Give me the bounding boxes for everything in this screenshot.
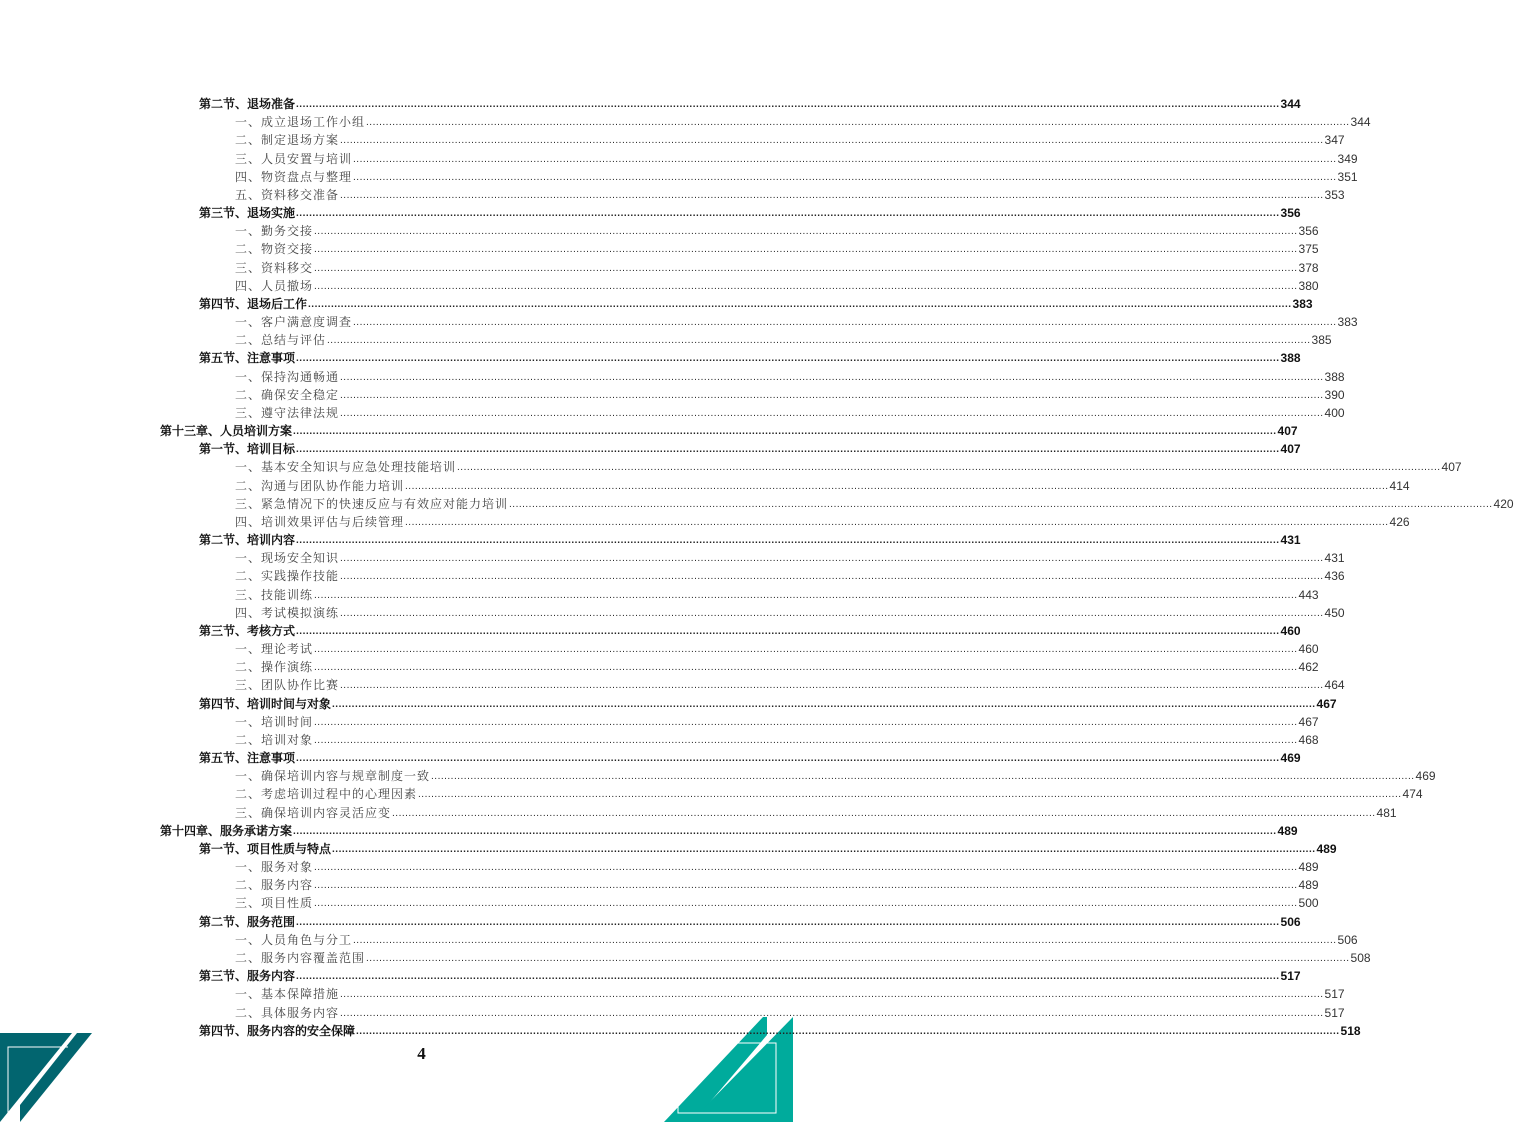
toc-label: 第五节、注意事项 — [199, 351, 296, 366]
toc-item[interactable] — [235, 404, 1345, 422]
toc-item[interactable] — [235, 713, 1319, 731]
toc-section[interactable] — [199, 95, 1301, 113]
toc-label: 第一节、培训目标 — [199, 442, 296, 457]
dot-leader: ............................................................................................................................................................................................................................................................................................................ — [353, 171, 1337, 183]
toc-label: 四、人员撤场 — [235, 278, 314, 293]
toc-section[interactable] — [199, 1022, 1361, 1040]
toc-item[interactable] — [235, 586, 1319, 604]
toc-page-number: 474 — [1402, 787, 1423, 802]
toc-page-number: 489 — [1298, 860, 1319, 875]
toc-label: 三、人员安置与培训 — [235, 151, 353, 166]
toc-page-number: 467 — [1316, 696, 1337, 711]
dot-leader: ............................................................................................................................................................................................................................................................................................................ — [340, 135, 1324, 147]
dot-leader: ............................................................................................................................................................................................................................................................................................................ — [296, 916, 1280, 928]
toc-page-number: 414 — [1389, 478, 1410, 493]
dot-leader: ............................................................................................................................................................................................................................................................................................................ — [296, 208, 1280, 220]
toc-page-number: 489 — [1316, 841, 1337, 856]
toc-label: 第二节、培训内容 — [199, 533, 296, 548]
dot-leader: ............................................................................................................................................................................................................................................................................................................ — [327, 335, 1311, 347]
toc-label: 三、遵守法律法规 — [235, 405, 340, 420]
toc-item[interactable] — [235, 150, 1358, 168]
dot-leader: ............................................................................................................................................................................................................................................................................................................ — [296, 971, 1280, 983]
dot-leader: ............................................................................................................................................................................................................................................................................................................ — [366, 117, 1350, 129]
toc-label: 第四节、培训时间与对象 — [199, 696, 332, 711]
dot-leader: ............................................................................................................................................................................................................................................................................................................ — [418, 789, 1402, 801]
toc-item[interactable] — [235, 386, 1345, 404]
toc-item[interactable] — [235, 804, 1397, 822]
toc-page-number: 353 — [1324, 187, 1345, 202]
toc-page-number: 388 — [1324, 369, 1345, 384]
toc-item[interactable] — [235, 513, 1410, 531]
dot-leader: ............................................................................................................................................................................................................................................................................................................ — [314, 226, 1298, 238]
toc-page-number: 356 — [1298, 224, 1319, 239]
toc-item[interactable] — [235, 676, 1345, 694]
dot-leader: ............................................................................................................................................................................................................................................................................................................ — [340, 189, 1324, 201]
toc-label: 第十三章、人员培训方案 — [160, 424, 293, 439]
toc-item[interactable] — [235, 876, 1319, 894]
toc-page-number: 489 — [1298, 878, 1319, 893]
toc-page-number: 468 — [1298, 732, 1319, 747]
toc-page-number: 517 — [1324, 987, 1345, 1002]
toc-page-number: 450 — [1324, 605, 1345, 620]
dot-leader: ............................................................................................................................................................................................................................................................................................................ — [332, 698, 1316, 710]
toc-label: 二、确保安全稳定 — [235, 387, 340, 402]
toc-label: 三、确保培训内容灵活应变 — [235, 805, 392, 820]
toc-page-number: 407 — [1280, 442, 1301, 457]
toc-label: 二、总结与评估 — [235, 333, 327, 348]
dot-leader: ............................................................................................................................................................................................................................................................................................................ — [340, 680, 1324, 692]
dot-leader: ............................................................................................................................................................................................................................................................................................................ — [353, 153, 1337, 165]
toc-label: 一、成立退场工作小组 — [235, 115, 366, 130]
toc-item[interactable] — [235, 168, 1358, 186]
toc-item[interactable] — [235, 331, 1332, 349]
toc-page-number: 518 — [1340, 1023, 1361, 1038]
dot-leader: ............................................................................................................................................................................................................................................................................................................ — [314, 589, 1298, 601]
toc-page-number: 356 — [1280, 206, 1301, 221]
toc-label: 一、培训时间 — [235, 714, 314, 729]
toc-page-number: 390 — [1324, 387, 1345, 402]
toc-item[interactable] — [235, 658, 1319, 676]
toc-section[interactable] — [199, 967, 1301, 985]
toc-page-number: 517 — [1280, 969, 1301, 984]
toc-page-number: 400 — [1324, 405, 1345, 420]
toc-item[interactable] — [235, 931, 1358, 949]
toc-page-number: 407 — [1441, 460, 1462, 475]
toc-section[interactable] — [199, 204, 1301, 222]
toc-label: 一、理论考试 — [235, 642, 314, 657]
toc-section[interactable] — [199, 913, 1301, 931]
dot-leader: ............................................................................................................................................................................................................................................................................................................ — [296, 753, 1280, 765]
toc-item[interactable] — [235, 222, 1319, 240]
dot-leader: ............................................................................................................................................................................................................................................................................................................ — [314, 280, 1298, 292]
toc-label: 三、资料移交 — [235, 260, 314, 275]
toc-label: 二、具体服务内容 — [235, 1005, 340, 1020]
dot-leader: ............................................................................................................................................................................................................................................................................................................ — [353, 934, 1337, 946]
toc-page-number: 378 — [1298, 260, 1319, 275]
toc-page-number: 349 — [1337, 151, 1358, 166]
toc-label: 一、客户满意度调查 — [235, 315, 353, 330]
dot-leader: ............................................................................................................................................................................................................................................................................................................ — [296, 444, 1280, 456]
dot-leader: ............................................................................................................................................................................................................................................................................................................ — [296, 353, 1280, 365]
dot-leader: ............................................................................................................................................................................................................................................................................................................ — [296, 99, 1280, 110]
toc-label: 一、现场安全知识 — [235, 551, 340, 566]
toc-page-number: 344 — [1350, 115, 1371, 130]
toc-label: 第四节、退场后工作 — [199, 296, 308, 311]
toc-label: 二、考虑培训过程中的心理因素 — [235, 787, 418, 802]
dot-leader: ............................................................................................................................................................................................................................................................................................................ — [340, 407, 1324, 419]
toc-item[interactable] — [235, 604, 1345, 622]
toc-item[interactable] — [235, 858, 1319, 876]
dot-leader: ............................................................................................................................................................................................................................................................................................................ — [340, 1007, 1324, 1019]
toc-page-number: 462 — [1298, 660, 1319, 675]
dot-leader: ............................................................................................................................................................................................................................................................................................................ — [340, 371, 1324, 383]
dot-leader: ............................................................................................................................................................................................................................................................................................................ — [353, 317, 1337, 329]
toc-page-number: 500 — [1298, 896, 1319, 911]
dot-leader: ............................................................................................................................................................................................................................................................................................................ — [314, 662, 1298, 674]
toc-page-number: 436 — [1324, 569, 1345, 584]
toc-label: 四、考试模拟演练 — [235, 605, 340, 620]
dot-leader: ............................................................................................................................................................................................................................................................................................................ — [457, 462, 1441, 474]
toc-item[interactable] — [235, 368, 1345, 386]
toc-section[interactable] — [199, 531, 1301, 549]
toc-page-number: 431 — [1280, 533, 1301, 548]
dot-leader: ............................................................................................................................................................................................................................................................................................................ — [314, 734, 1298, 746]
toc-label: 五、资料移交准备 — [235, 187, 340, 202]
toc-item[interactable] — [235, 458, 1462, 476]
toc-label: 第二节、退场准备 — [199, 97, 296, 111]
toc-page-number: 383 — [1292, 296, 1313, 311]
toc-page-number: 489 — [1277, 823, 1298, 838]
toc-page-number: 469 — [1280, 751, 1301, 766]
toc-label: 二、沟通与团队协作能力培训 — [235, 478, 405, 493]
toc-page-number: 431 — [1324, 551, 1345, 566]
toc-label: 一、人员角色与分工 — [235, 932, 353, 947]
toc-item[interactable] — [235, 113, 1371, 131]
toc-item[interactable] — [235, 313, 1358, 331]
dot-leader: ............................................................................................................................................................................................................................................................................................................ — [332, 843, 1316, 855]
toc-label: 第三节、退场实施 — [199, 206, 296, 221]
toc-section[interactable] — [199, 840, 1337, 858]
toc-chapter[interactable] — [160, 822, 1298, 840]
dot-leader: ............................................................................................................................................................................................................................................................................................................ — [405, 480, 1389, 492]
dot-leader: ............................................................................................................................................................................................................................................................................................................ — [340, 389, 1324, 401]
toc-page-number: 347 — [1324, 133, 1345, 148]
toc-item[interactable] — [235, 131, 1345, 149]
toc-page-number: 375 — [1298, 242, 1319, 257]
toc-item[interactable] — [235, 1004, 1345, 1022]
dot-leader: ............................................................................................................................................................................................................................................................................................................ — [509, 498, 1493, 510]
toc-item[interactable] — [235, 949, 1371, 967]
dot-leader: ............................................................................................................................................................................................................................................................................................................ — [431, 771, 1415, 783]
dot-leader: ............................................................................................................................................................................................................................................................................................................ — [308, 298, 1292, 310]
toc-section[interactable] — [199, 440, 1301, 458]
toc-item[interactable] — [235, 259, 1319, 277]
dot-leader: ............................................................................................................................................................................................................................................................................................................ — [340, 989, 1324, 1001]
toc-page-number: 407 — [1277, 424, 1298, 439]
toc-label: 二、制定退场方案 — [235, 133, 340, 148]
dot-leader: ............................................................................................................................................................................................................................................................................................................ — [392, 807, 1376, 819]
toc-label: 第三节、服务内容 — [199, 969, 296, 984]
toc-page-number: 383 — [1337, 315, 1358, 330]
dot-leader: ............................................................................................................................................................................................................................................................................................................ — [293, 426, 1277, 438]
toc-label: 一、服务对象 — [235, 860, 314, 875]
toc-label: 二、实践操作技能 — [235, 569, 340, 584]
toc-page-number: 420 — [1493, 496, 1514, 511]
toc-page-number: 464 — [1324, 678, 1345, 693]
toc-label: 第五节、注意事项 — [199, 751, 296, 766]
toc-label: 一、保持沟通畅通 — [235, 369, 340, 384]
toc-label: 一、勤务交接 — [235, 224, 314, 239]
toc-label: 四、培训效果评估与后续管理 — [235, 514, 405, 529]
toc-label: 四、物资盘点与整理 — [235, 169, 353, 184]
toc-label: 第十四章、服务承诺方案 — [160, 823, 293, 838]
dot-leader: ............................................................................................................................................................................................................................................................................................................ — [314, 862, 1298, 874]
toc-item[interactable] — [235, 495, 1514, 513]
toc-label: 一、基本保障措施 — [235, 987, 340, 1002]
toc-page-number: 506 — [1337, 932, 1358, 947]
toc-page-number: 380 — [1298, 278, 1319, 293]
toc-label: 二、服务内容覆盖范围 — [235, 950, 366, 965]
page-number: 4 — [417, 1044, 426, 1063]
toc-section[interactable] — [199, 349, 1301, 367]
dot-leader: ............................................................................................................................................................................................................................................................................................................ — [314, 262, 1298, 274]
dot-leader: ............................................................................................................................................................................................................................................................................................................ — [340, 553, 1324, 565]
dot-leader: ............................................................................................................................................................................................................................................................................................................ — [356, 1025, 1340, 1037]
toc-item[interactable] — [235, 731, 1319, 749]
toc-label: 三、项目性质 — [235, 896, 314, 911]
toc-item[interactable] — [235, 767, 1436, 785]
toc-page-number: 443 — [1298, 587, 1319, 602]
toc-label: 第三节、考核方式 — [199, 623, 296, 638]
dot-leader: ............................................................................................................................................................................................................................................................................................................ — [314, 898, 1298, 910]
toc-page-number: 385 — [1311, 333, 1332, 348]
toc-item[interactable] — [235, 567, 1345, 585]
toc-label: 二、服务内容 — [235, 878, 314, 893]
toc-item[interactable] — [235, 985, 1345, 1003]
toc-page-number: 426 — [1389, 514, 1410, 529]
toc-item[interactable] — [235, 240, 1319, 258]
dot-leader: ............................................................................................................................................................................................................................................................................................................ — [314, 716, 1298, 728]
toc-label: 二、物资交接 — [235, 242, 314, 257]
toc-page-number: 506 — [1280, 914, 1301, 929]
dot-leader: ............................................................................................................................................................................................................................................................................................................ — [405, 516, 1389, 528]
dot-leader: ............................................................................................................................................................................................................................................................................................................ — [296, 535, 1280, 547]
toc-page-number: 481 — [1376, 805, 1397, 820]
toc-page-number: 467 — [1298, 714, 1319, 729]
toc-section[interactable] — [199, 622, 1301, 640]
toc-label: 三、紧急情况下的快速反应与有效应对能力培训 — [235, 496, 509, 511]
toc-page-number: 388 — [1280, 351, 1301, 366]
toc-page-number: 351 — [1337, 169, 1358, 184]
toc-chapter[interactable] — [160, 422, 1298, 440]
dot-leader: ............................................................................................................................................................................................................................................................................................................ — [293, 825, 1277, 837]
toc-item[interactable] — [235, 549, 1345, 567]
toc-label: 第二节、服务范围 — [199, 914, 296, 929]
toc-section[interactable] — [199, 295, 1313, 313]
dot-leader: ............................................................................................................................................................................................................................................................................................................ — [340, 607, 1324, 619]
toc-label: 二、培训对象 — [235, 732, 314, 747]
toc-page-number: 460 — [1298, 642, 1319, 657]
toc-page-number: 460 — [1280, 623, 1301, 638]
toc-label: 第四节、服务内容的安全保障 — [199, 1023, 356, 1038]
dot-leader: ............................................................................................................................................................................................................................................................................................................ — [366, 952, 1350, 964]
dot-leader: ............................................................................................................................................................................................................................................................................................................ — [340, 571, 1324, 583]
toc-label: 二、操作演练 — [235, 660, 314, 675]
toc-page-number: 517 — [1324, 1005, 1345, 1020]
toc-item[interactable] — [235, 894, 1319, 912]
toc-item[interactable] — [235, 277, 1319, 295]
dot-leader: ............................................................................................................................................................................................................................................................................................................ — [314, 244, 1298, 256]
toc-label: 第一节、项目性质与特点 — [199, 841, 332, 856]
toc-item[interactable] — [235, 186, 1345, 204]
toc-label: 一、确保培训内容与规章制度一致 — [235, 769, 431, 784]
toc-item[interactable] — [235, 640, 1319, 658]
dot-leader: ............................................................................................................................................................................................................................................................................................................ — [314, 880, 1298, 892]
dot-leader: ............................................................................................................................................................................................................................................................................................................ — [296, 625, 1280, 637]
toc-label: 三、团队协作比赛 — [235, 678, 340, 693]
toc-page-number: 344 — [1280, 97, 1301, 111]
toc-section[interactable] — [199, 749, 1301, 767]
toc-item[interactable] — [235, 477, 1410, 495]
toc-section[interactable] — [199, 695, 1337, 713]
dot-leader: ............................................................................................................................................................................................................................................................................................................ — [314, 644, 1298, 656]
toc-label: 三、技能训练 — [235, 587, 314, 602]
toc-label: 一、基本安全知识与应急处理技能培训 — [235, 460, 457, 475]
toc-item[interactable] — [235, 785, 1423, 803]
toc-page-number: 469 — [1415, 769, 1436, 784]
toc-page-number: 508 — [1350, 950, 1371, 965]
